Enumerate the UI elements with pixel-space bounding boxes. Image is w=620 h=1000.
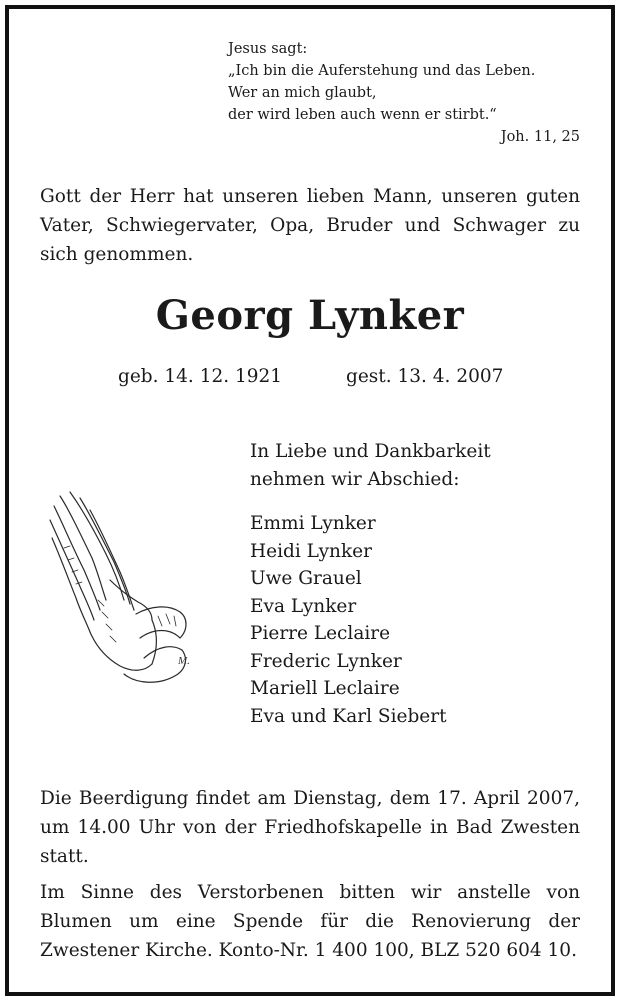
mourner-name: Mariell Leclaire <box>250 678 400 699</box>
praying-hands-icon <box>40 488 200 688</box>
mourner-name: Heidi Lynker <box>250 540 372 562</box>
mourner-name: Pierre Leclaire <box>250 623 391 644</box>
mourner-name: Eva und Karl Siebert <box>250 705 447 727</box>
verse-reference: Joh. 11, 25 <box>500 129 580 145</box>
verse-line: der wird leben auch wenn er stirbt.“ <box>228 107 497 123</box>
farewell-text <box>250 438 491 494</box>
donation-notice: Im Sinne des Verstorbenen bitten wir anstelle von Blumen um eine Spende für die Renovierung der Zwestener Kirche. Konto-Nr. 1 400 100, BLZ 520 604 10. <box>40 882 580 961</box>
verse-line: Wer an mich glaubt, <box>228 85 377 101</box>
mourners-list <box>250 510 447 730</box>
death-date: gest. 13. 4. 2007 <box>346 366 504 387</box>
mourner-name: Uwe Grauel <box>250 568 362 589</box>
farewell-line: In Liebe und Dankbarkeit <box>250 441 491 462</box>
verse-line: „Ich bin die Auferstehung und das Leben. <box>228 63 536 79</box>
bible-verse <box>228 38 580 148</box>
mourner-name: Frederic Lynker <box>250 650 402 672</box>
farewell-line: nehmen wir Abschied: <box>250 469 460 490</box>
verse-line: Jesus sagt: <box>228 41 308 57</box>
birth-date: geb. 14. 12. 1921 <box>118 366 283 387</box>
mourner-name: Eva Lynker <box>250 595 357 617</box>
artist-monogram: M. <box>178 655 190 667</box>
intro-text: Gott der Herr hat unseren lieben Mann, unseren guten Vater, Schwiegervater, Opa, Bruder und Schwager zu sich genommen. <box>40 186 580 265</box>
funeral-notice: Die Beerdigung findet am Dienstag, dem 17. April 2007, um 14.00 Uhr von der Friedhofskapelle in Bad Zwesten statt. <box>40 788 580 867</box>
deceased-name: Georg Lynker <box>155 292 465 339</box>
mourner-name: Emmi Lynker <box>250 513 376 534</box>
